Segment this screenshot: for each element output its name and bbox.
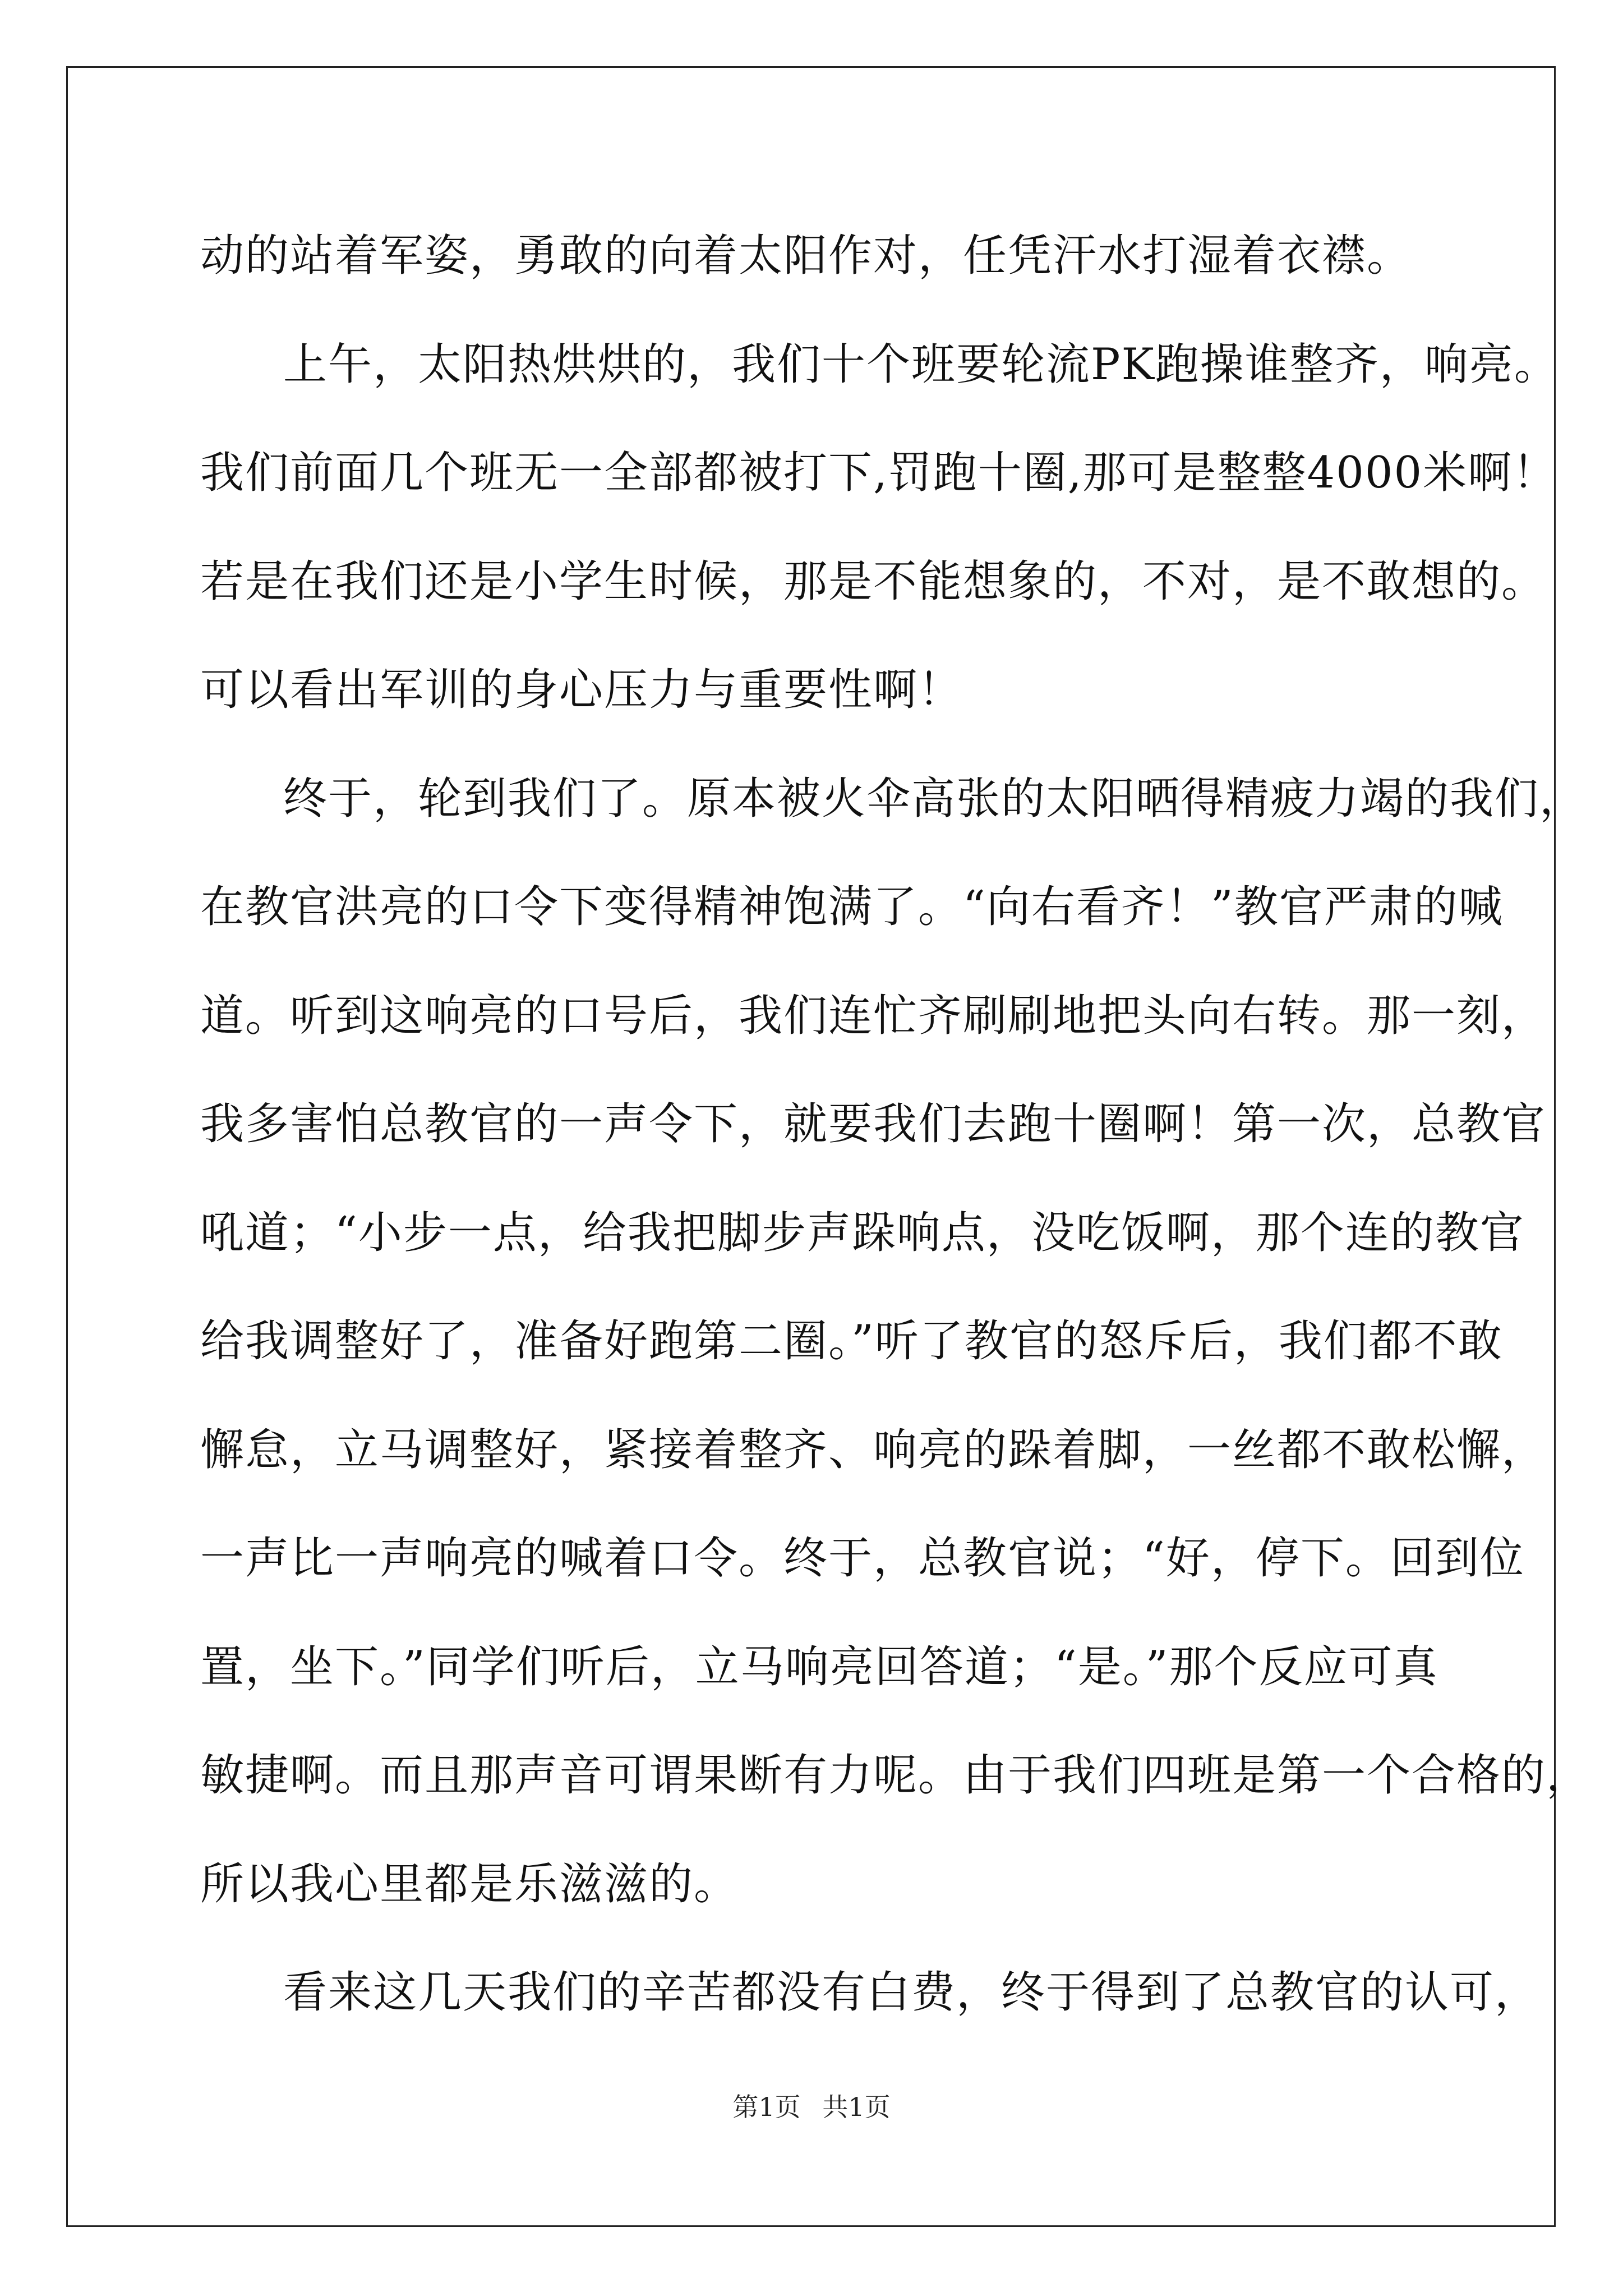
text-line: 置，坐下。”同学们听后，立马响亮回答道；“是。”那个反应可真	[200, 1641, 1438, 1692]
text-line: 一声比一声响亮的喊着口令。终于，总教官说；“好，停下。回到位	[200, 1533, 1525, 1584]
page-total: 共1页	[822, 2092, 891, 2122]
text-line: 懈怠，立马调整好，紧接着整齐、响亮的跺着脚，一丝都不敢松懈，	[200, 1424, 1547, 1475]
text-line: 若是在我们还是小学生时候，那是不能想象的，不对，是不敢想的。	[200, 556, 1547, 607]
text-line: 给我调整好了，准备好跑第二圈。”听了教官的怒斥后，我们都不敢	[200, 1316, 1503, 1366]
document-body	[200, 202, 1592, 2047]
page-footer	[0, 2087, 1623, 2124]
text-line: 所以我心里都是乐滋滋的。	[200, 1858, 739, 1910]
page-number: 第1页	[732, 2092, 801, 2122]
text-line: 在教官洪亮的口令下变得精神饱满了。“向右看齐！”教官严肃的喊	[200, 882, 1504, 932]
text-line: 动的站着军姿，勇敢的向着太阳作对，任凭汗水打湿着衣襟。	[200, 231, 1412, 281]
text-line: 敏捷啊。而且那声音可谓果断有力呢。由于我们四班是第一个合格的，	[200, 1750, 1592, 1801]
text-line: 吼道；“小步一点，给我把脚步声跺响点，没吃饭啊，那个连的教官	[200, 1207, 1525, 1258]
text-line: 上午，太阳热烘烘的，我们十个班要轮流PK跑操谁整齐，响亮。	[283, 339, 1559, 390]
text-line: 终于，轮到我们了。原本被火伞高张的太阳晒得精疲力竭的我们，	[283, 773, 1585, 824]
text-line: 我们前面几个班无一全部都被打下,罚跑十圈,那可是整整4000米啊！	[200, 448, 1558, 498]
text-line: 可以看出军训的身心压力与重要性啊！	[200, 665, 963, 715]
text-line: 道。听到这响亮的口号后，我们连忙齐刷刷地把头向右转。那一刻，	[200, 990, 1547, 1041]
text-line: 看来这几天我们的辛苦都没有白费，终于得到了总教官的认可，	[283, 1967, 1540, 2018]
text-line: 我多害怕总教官的一声令下，就要我们去跑十圈啊！第一次，总教官	[200, 1099, 1547, 1149]
